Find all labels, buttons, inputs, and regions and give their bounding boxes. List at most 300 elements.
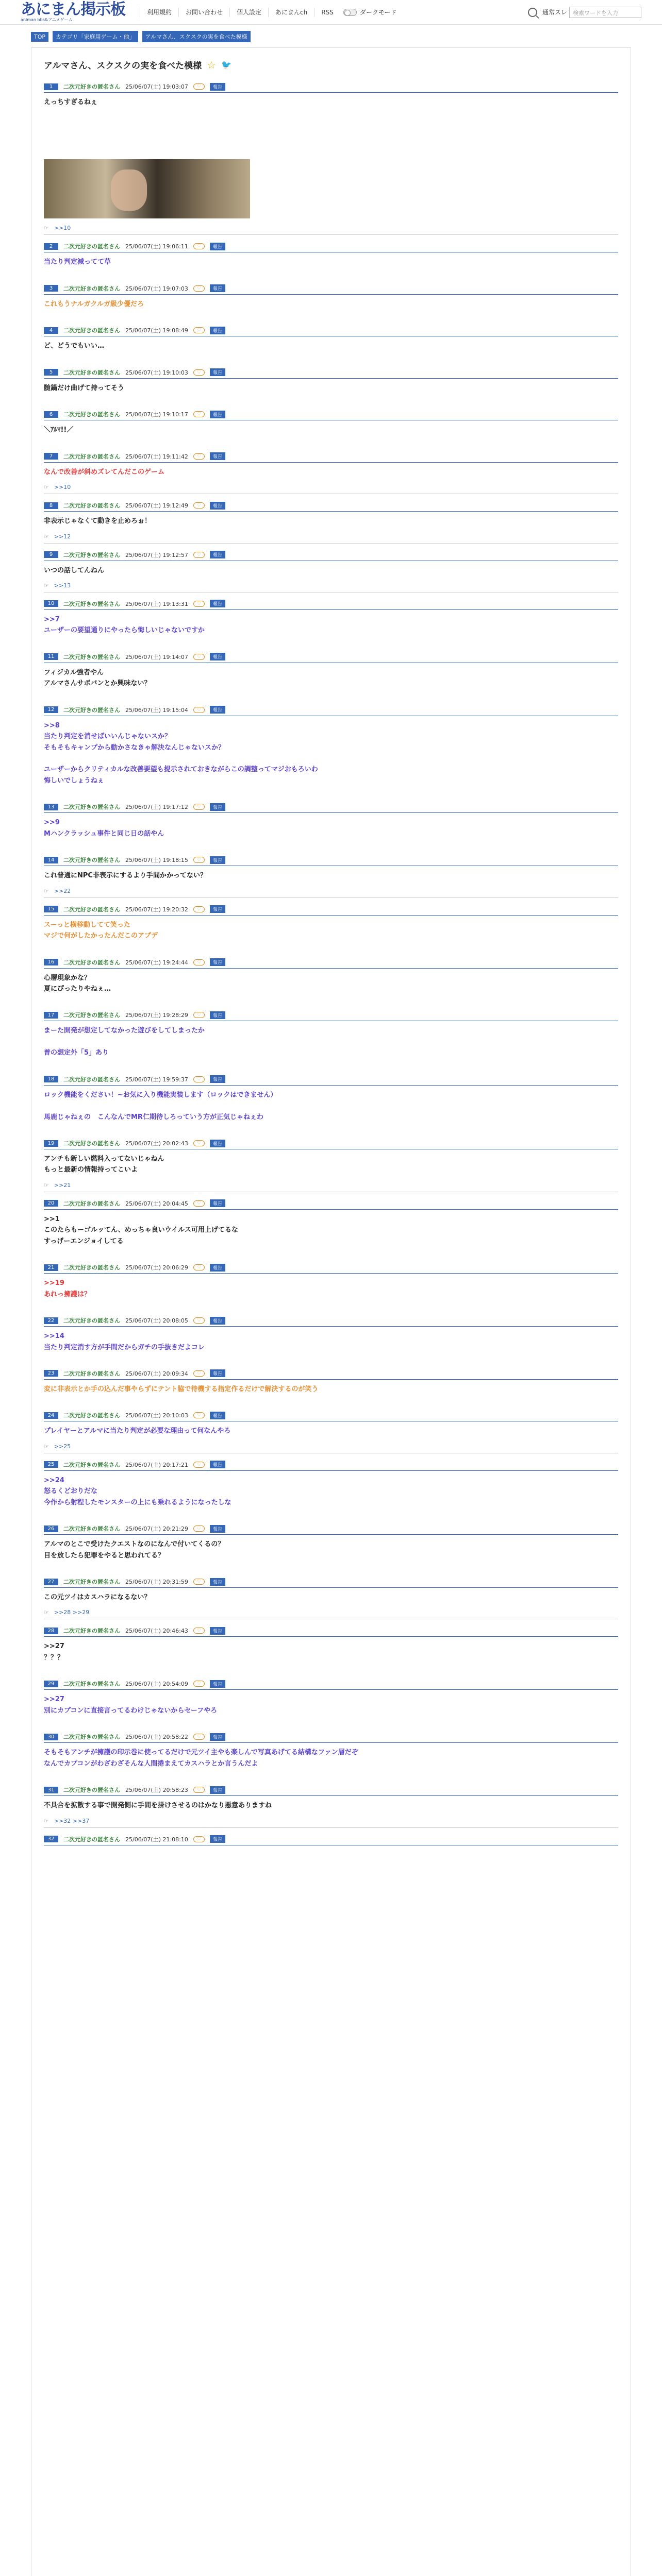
post-spacer [44, 1123, 618, 1132]
post-number[interactable]: 23 [44, 1370, 58, 1377]
post [31, 368, 631, 403]
like-icon[interactable]: ♡ [193, 601, 205, 607]
post-date: 25/06/07(土) 19:18:15 [125, 857, 188, 864]
like-icon[interactable]: ♡ [193, 1462, 205, 1468]
reply-anchor-link[interactable]: >>10 [54, 225, 71, 232]
breadcrumb-thread[interactable]: アルマさん、スクスクの実を食べた模様 [142, 31, 251, 42]
report-button[interactable]: 報告 [210, 452, 225, 460]
post [31, 242, 631, 277]
like-icon[interactable]: ♡ [193, 1370, 205, 1377]
like-icon[interactable]: ♡ [193, 453, 205, 460]
thread-container [31, 47, 631, 2576]
report-button[interactable]: 報告 [210, 856, 225, 864]
post-meta [44, 1316, 618, 1327]
reply-anchors [44, 1443, 618, 1453]
post-number[interactable]: 20 [44, 1200, 58, 1207]
post-number[interactable]: 25 [44, 1461, 58, 1468]
reply-anchor-link[interactable]: >>13 [54, 582, 71, 589]
post-body: プレイヤーとアルマに当たり判定が必要な理由って何なんやろ [44, 1427, 231, 1435]
post-body: >>14 当たり判定消す方が手間だからガチの手抜きだよコレ [44, 1332, 205, 1351]
post-number[interactable]: 17 [44, 1012, 58, 1019]
poster-name: 二次元好きの匿名さん [63, 1264, 120, 1272]
post-spacer [44, 636, 618, 646]
post-spacer [44, 1395, 618, 1404]
dark-mode-label: ダークモード [359, 9, 397, 16]
report-button[interactable]: 報告 [210, 1461, 225, 1468]
reply-hand-icon: ☞ [44, 1181, 49, 1189]
post-date: 25/06/07(土) 19:10:03 [125, 369, 188, 376]
breadcrumb [31, 31, 631, 42]
post-number[interactable]: 4 [44, 327, 58, 334]
post-date: 25/06/07(土) 20:58:22 [125, 1734, 188, 1741]
like-icon[interactable]: ♡ [193, 1526, 205, 1532]
poster-name: 二次元好きの匿名さん [63, 83, 120, 90]
post [31, 706, 631, 796]
post [31, 1011, 631, 1067]
site-logo[interactable] [21, 2, 125, 22]
report-button[interactable]: 報告 [210, 1733, 225, 1741]
post-spacer [44, 1845, 618, 1855]
reply-anchor-link[interactable]: >>22 [54, 887, 71, 894]
like-icon[interactable]: ♡ [193, 1012, 205, 1018]
post-number[interactable]: 19 [44, 1140, 58, 1147]
reply-anchors [44, 225, 618, 235]
like-icon[interactable]: ♡ [193, 327, 205, 333]
post-meta [44, 1369, 618, 1380]
post-number[interactable]: 3 [44, 285, 58, 292]
poster-name: 二次元好きの匿名さん [63, 1012, 120, 1019]
poster-name: 二次元好きの匿名さん [63, 411, 120, 418]
like-icon[interactable]: ♡ [193, 1200, 205, 1207]
report-button[interactable]: 報告 [210, 502, 225, 510]
post-meta [44, 653, 618, 663]
post-number[interactable]: 26 [44, 1526, 58, 1532]
post-date: 25/06/07(土) 19:10:17 [125, 411, 188, 418]
post [31, 1578, 631, 1619]
report-button[interactable]: 報告 [210, 1369, 225, 1377]
post [31, 1369, 631, 1404]
post-meta [44, 410, 618, 420]
post-meta [44, 242, 618, 252]
nav-animanch[interactable]: あにまんch [268, 8, 314, 17]
post-body: >>7 ユーザーの要望通りにやったら悔しいじゃないですか [44, 615, 205, 635]
like-icon[interactable]: ♡ [193, 1264, 205, 1270]
like-icon[interactable]: ♡ [193, 1628, 205, 1634]
post-meta [44, 803, 618, 813]
post-date: 25/06/07(土) 21:08:10 [125, 1836, 188, 1843]
post-date: 25/06/07(土) 19:12:57 [125, 551, 188, 558]
post [31, 1411, 631, 1453]
post [31, 501, 631, 543]
post-date: 25/06/07(土) 20:02:43 [125, 1140, 188, 1147]
poster-name: 二次元好きの匿名さん [63, 706, 120, 714]
reply-anchor-link[interactable]: >>10 [54, 484, 71, 491]
post [31, 452, 631, 494]
like-icon[interactable]: ♡ [193, 552, 205, 558]
like-icon[interactable]: ♡ [193, 1140, 205, 1146]
post-body: >>19 あれっ擁護は？ [44, 1279, 91, 1298]
post-body: >>24 怒るくどおりだな 今作から射程したモンスターの上にも乗れるようになったしな [44, 1476, 231, 1506]
post-date: 25/06/07(土) 19:59:37 [125, 1076, 188, 1083]
post-spacer [44, 786, 618, 795]
poster-name: 二次元好きの匿名さん [63, 1317, 120, 1325]
post-meta [44, 1461, 618, 1471]
post-date: 25/06/07(土) 20:06:29 [125, 1264, 188, 1272]
post-date: 25/06/07(土) 20:04:45 [125, 1200, 188, 1207]
post-body: まーた開発が想定してなかった遊びをしてしまったか 普の想定外「5」あり [44, 1027, 205, 1057]
post-number[interactable]: 7 [44, 453, 58, 460]
like-icon[interactable]: ♡ [193, 285, 205, 292]
post-body: 心層現象かな？ 夏にぴったりやねぇ… [44, 974, 111, 993]
reply-anchor-link[interactable]: >>25 [54, 1443, 71, 1450]
report-button[interactable]: 報告 [210, 1680, 225, 1688]
report-button[interactable]: 報告 [210, 243, 225, 250]
reply-hand-icon: ☞ [44, 1443, 49, 1450]
poster-name: 二次元好きの匿名さん [63, 1836, 120, 1843]
post-spacer [44, 1300, 618, 1309]
post-number[interactable]: 15 [44, 906, 58, 912]
poster-name: 二次元好きの匿名さん [63, 600, 120, 607]
poster-name: 二次元好きの匿名さん [63, 1681, 120, 1688]
poster-name: 二次元好きの匿名さん [63, 857, 120, 864]
reply-hand-icon: ☞ [44, 1817, 49, 1824]
post [31, 1075, 631, 1132]
post-number[interactable]: 2 [44, 243, 58, 250]
post-date: 25/06/07(土) 19:08:49 [125, 327, 188, 334]
post-meta [44, 1263, 618, 1274]
post-spacer [44, 436, 618, 445]
reply-hand-icon: ☞ [44, 225, 49, 232]
like-icon[interactable]: ♡ [193, 1681, 205, 1687]
like-icon[interactable]: ♡ [193, 906, 205, 912]
post-number[interactable]: 12 [44, 706, 58, 713]
post-number[interactable]: 5 [44, 369, 58, 376]
report-button[interactable]: 報告 [210, 905, 225, 913]
post-body: これもうナルガクルガ級少優だろ [44, 300, 144, 308]
post-body: えっちすぎるねぇ [44, 98, 98, 106]
post-number[interactable]: 10 [44, 600, 58, 607]
site-header [0, 0, 662, 25]
like-icon[interactable]: ♡ [193, 1317, 205, 1324]
post [31, 905, 631, 951]
reply-anchors [44, 1182, 618, 1192]
post-date: 25/06/07(土) 19:14:07 [125, 653, 188, 660]
nav-contact[interactable]: お問い合わせ [178, 8, 229, 17]
post-date: 25/06/07(土) 19:12:49 [125, 502, 188, 510]
report-button[interactable]: 報告 [210, 1075, 225, 1083]
post-spacer [44, 1247, 618, 1256]
post [31, 653, 631, 699]
post-body: いつの話してんねん [44, 566, 105, 574]
post-body: スーっと横移動してて笑った マジで何がしたかったんだこのアプデ [44, 921, 158, 940]
reply-hand-icon: ☞ [44, 582, 49, 589]
post-meta [44, 284, 618, 295]
post-list [31, 82, 631, 1855]
poster-name: 二次元好きの匿名さん [63, 1370, 120, 1377]
like-icon[interactable]: ♡ [193, 654, 205, 660]
report-button[interactable]: 報告 [210, 284, 225, 292]
post-body: ど、どうでもいい… [44, 342, 105, 350]
post-body: >>1 このたらもーゴルッてん、めっちゃ良いウイルス可用上げてるな すっげーエンジョイしてる [44, 1215, 238, 1245]
like-icon[interactable]: ♡ [193, 1579, 205, 1585]
reply-anchor-link[interactable]: >>32 >>37 [54, 1817, 90, 1824]
post [31, 1461, 631, 1517]
poster-name: 二次元好きの匿名さん [63, 1787, 120, 1794]
like-icon[interactable]: ♡ [193, 1836, 205, 1842]
like-icon[interactable]: ♡ [193, 411, 205, 417]
post-meta [44, 1011, 618, 1021]
post-number[interactable]: 14 [44, 857, 58, 863]
post-body: >>9 Mハンクラッシュ事件と同じ日の話やん [44, 819, 164, 838]
logo-text: あにまん掲示板 [21, 1, 125, 19]
post-spacer [44, 839, 618, 849]
search-bar [528, 7, 641, 18]
report-button[interactable]: 報告 [210, 83, 225, 91]
post [31, 82, 631, 235]
reply-hand-icon: ☞ [44, 484, 49, 491]
like-icon[interactable]: ♡ [193, 502, 205, 509]
post-meta [44, 1524, 618, 1535]
post-meta [44, 452, 618, 463]
like-icon[interactable]: ♡ [193, 83, 205, 90]
favorite-star-icon[interactable]: ☆ [207, 58, 217, 71]
post-spacer [44, 1508, 618, 1517]
toggle-switch[interactable] [343, 9, 357, 16]
post-number[interactable]: 13 [44, 804, 58, 810]
post [31, 410, 631, 445]
poster-name: 二次元好きの匿名さん [63, 1140, 120, 1147]
like-icon[interactable]: ♡ [193, 369, 205, 376]
poster-name: 二次元好きの匿名さん [63, 327, 120, 334]
post-number[interactable]: 8 [44, 502, 58, 509]
like-icon[interactable]: ♡ [193, 1734, 205, 1740]
post-number[interactable]: 27 [44, 1579, 58, 1585]
twitter-share-icon[interactable]: 🐦 [221, 60, 232, 70]
search-input[interactable]: 検索ワードを入力 [569, 7, 641, 18]
reply-anchors [44, 1609, 618, 1619]
breadcrumb-category[interactable]: カテゴリ「家庭用ゲーム・他」 [53, 31, 138, 42]
report-button[interactable]: 報告 [210, 1627, 225, 1635]
post-body: ロック機能をください！~お気に入り機能実装します（ロックはできません） 馬鹿じゃねぇの こんなんでMR仁期待しろっていう方が正気じゃねぇわ [44, 1091, 277, 1121]
post-meta [44, 1626, 618, 1637]
like-icon[interactable]: ♡ [193, 857, 205, 863]
post-body: なんで改善が斜めズレてんだこのゲーム [44, 468, 165, 476]
post-meta [44, 1786, 618, 1796]
post-date: 25/06/07(土) 20:21:29 [125, 1526, 188, 1533]
post [31, 1139, 631, 1192]
search-icon[interactable] [528, 8, 537, 17]
reply-hand-icon: ☞ [44, 1609, 49, 1616]
post-date: 25/06/07(土) 20:46:43 [125, 1628, 188, 1635]
post-number[interactable]: 32 [44, 1836, 58, 1842]
post-meta [44, 1578, 618, 1588]
post-number[interactable]: 31 [44, 1787, 58, 1793]
poster-name: 二次元好きの匿名さん [63, 906, 120, 913]
search-type-select[interactable]: 通常スレ [542, 9, 567, 16]
post-date: 25/06/07(土) 19:28:29 [125, 1012, 188, 1019]
post-number[interactable]: 9 [44, 551, 58, 558]
poster-name: 二次元好きの匿名さん [63, 1076, 120, 1083]
post-meta [44, 1075, 618, 1086]
post-date: 25/06/07(土) 19:13:31 [125, 600, 188, 607]
post-number[interactable]: 30 [44, 1734, 58, 1740]
post-spacer [44, 310, 618, 319]
post-meta [44, 1835, 618, 1845]
post-date: 25/06/07(土) 20:54:09 [125, 1681, 188, 1688]
like-icon[interactable]: ♡ [193, 959, 205, 965]
like-icon[interactable]: ♡ [193, 707, 205, 713]
like-icon[interactable]: ♡ [193, 243, 205, 249]
breadcrumb-top[interactable]: TOP [31, 32, 48, 42]
report-button[interactable]: 報告 [210, 958, 225, 966]
report-button[interactable]: 報告 [210, 1525, 225, 1533]
post-number[interactable]: 29 [44, 1681, 58, 1687]
like-icon[interactable]: ♡ [193, 804, 205, 810]
post-number[interactable]: 24 [44, 1412, 58, 1419]
post-meta [44, 905, 618, 916]
post-spacer [44, 1353, 618, 1362]
post-spacer [44, 268, 618, 277]
report-button[interactable]: 報告 [210, 1199, 225, 1207]
post-spacer [44, 1663, 618, 1672]
post-date: 25/06/07(土) 20:17:21 [125, 1461, 188, 1468]
post-number[interactable]: 22 [44, 1317, 58, 1324]
post-number[interactable]: 6 [44, 411, 58, 418]
post-body: >>8 当たり判定を消せばいいんじゃないスか？ そもそもキャンプから動かさなきゃ解決なんじゃないスか？ ユーザーからクリティカルな改善要望も提示されておきながらこの調整ってマジおもろいわ 悔しいでしょうねぇ [44, 721, 318, 785]
poster-name: 二次元好きの匿名さん [63, 502, 120, 510]
post-body: 非表示じゃなくて動きを止めろぉ！ [44, 517, 152, 526]
like-icon[interactable]: ♡ [193, 1787, 205, 1793]
post [31, 600, 631, 646]
report-button[interactable]: 報告 [210, 327, 225, 334]
post-date: 25/06/07(土) 20:08:05 [125, 1317, 188, 1325]
post-meta [44, 501, 618, 512]
post-spacer [44, 1561, 618, 1570]
reply-anchors [44, 888, 618, 898]
reply-hand-icon: ☞ [44, 533, 49, 540]
post-date: 25/06/07(土) 19:24:44 [125, 959, 188, 966]
poster-name: 二次元好きの匿名さん [63, 653, 120, 660]
post-spacer [44, 689, 618, 699]
post-meta [44, 368, 618, 379]
report-button[interactable]: 報告 [210, 1578, 225, 1586]
poster-name: 二次元好きの匿名さん [63, 453, 120, 460]
post [31, 958, 631, 1004]
post-body: アルマのとこで受けたクエストなのになんで付いてくるの？ 目を放したら犯罪をやると思われてる？ [44, 1540, 225, 1560]
post [31, 1626, 631, 1672]
post-meta [44, 1139, 618, 1149]
report-button[interactable]: 報告 [210, 1140, 225, 1147]
post-body: 当たり判定減ってて草 [44, 258, 111, 266]
poster-name: 二次元好きの匿名さん [63, 243, 120, 250]
post-date: 25/06/07(土) 19:17:12 [125, 804, 188, 811]
post-meta [44, 706, 618, 716]
post-spacer [44, 394, 618, 403]
post-date: 25/06/07(土) 19:11:42 [125, 453, 188, 460]
report-button[interactable]: 報告 [210, 1786, 225, 1794]
post-meta [44, 1411, 618, 1421]
post-date: 25/06/07(土) 19:06:11 [125, 243, 188, 250]
post [31, 1316, 631, 1362]
post-meta [44, 958, 618, 969]
poster-name: 二次元好きの匿名さん [63, 1734, 120, 1741]
nav-rss[interactable]: RSS [314, 8, 340, 17]
post-date: 25/06/07(土) 20:10:03 [125, 1412, 188, 1419]
post-number[interactable]: 16 [44, 959, 58, 965]
nav-settings[interactable]: 個人設定 [229, 8, 268, 17]
post [31, 284, 631, 319]
post-spacer [44, 352, 618, 361]
report-button[interactable]: 報告 [210, 411, 225, 418]
reply-anchor-link[interactable]: >>21 [54, 1181, 71, 1189]
post-number[interactable]: 28 [44, 1628, 58, 1634]
reply-anchors [44, 533, 618, 544]
post-meta [44, 326, 618, 336]
post-spacer [44, 1059, 618, 1068]
reply-anchor-link[interactable]: >>12 [54, 533, 71, 540]
report-button[interactable]: 報告 [210, 600, 225, 607]
post-number[interactable]: 18 [44, 1076, 58, 1082]
report-button[interactable]: 報告 [210, 803, 225, 811]
post-body: 髄鍋だけ曲げて持ってそう [44, 384, 125, 392]
report-button[interactable]: 報告 [210, 1317, 225, 1325]
post-meta [44, 1733, 618, 1743]
post [31, 1786, 631, 1827]
report-button[interactable]: 報告 [210, 1264, 225, 1272]
report-button[interactable]: 報告 [210, 653, 225, 660]
poster-name: 二次元好きの匿名さん [63, 1200, 120, 1207]
post-number[interactable]: 11 [44, 653, 58, 660]
reply-anchor-link[interactable]: >>28 >>29 [54, 1609, 90, 1616]
report-button[interactable]: 報告 [210, 1835, 225, 1843]
post-spacer [44, 1716, 618, 1725]
post-image[interactable] [44, 159, 250, 218]
reply-anchors [44, 1818, 618, 1828]
post-number[interactable]: 21 [44, 1264, 58, 1271]
post [31, 803, 631, 849]
post-body: >>27 ？？？ [44, 1642, 64, 1662]
dark-mode-toggle[interactable] [343, 8, 397, 16]
poster-name: 二次元好きの匿名さん [63, 369, 120, 376]
post [31, 1199, 631, 1256]
poster-name: 二次元好きの匿名さん [63, 1579, 120, 1585]
report-button[interactable]: 報告 [210, 368, 225, 376]
report-button[interactable]: 報告 [210, 1011, 225, 1019]
poster-name: 二次元好きの匿名さん [63, 285, 120, 292]
like-icon[interactable]: ♡ [193, 1412, 205, 1418]
post-date: 25/06/07(土) 19:07:03 [125, 285, 188, 292]
reply-anchors [44, 484, 618, 494]
nav-terms[interactable]: 利用規約 [140, 8, 178, 17]
post-meta [44, 551, 618, 561]
post-spacer [44, 994, 618, 1004]
post-date: 25/06/07(土) 20:58:23 [125, 1787, 188, 1794]
page-title: アルマさん、スクスクの実を食べた模様 [44, 61, 202, 71]
post-number[interactable]: 1 [44, 83, 58, 90]
like-icon[interactable]: ♡ [193, 1076, 205, 1082]
top-nav [140, 8, 340, 17]
poster-name: 二次元好きの匿名さん [63, 1526, 120, 1533]
post-body: 変に非表示とか手の込んだ事やらずにテント脇で待機する指定作るだけで解決するのが笑う [44, 1385, 319, 1393]
poster-name: 二次元好きの匿名さん [63, 1461, 120, 1468]
post-meta [44, 1199, 618, 1210]
reply-anchors [44, 582, 618, 592]
report-button[interactable]: 報告 [210, 551, 225, 558]
post [31, 856, 631, 897]
report-button[interactable]: 報告 [210, 1412, 225, 1419]
report-button[interactable]: 報告 [210, 706, 225, 714]
post-body: ＼ｱﾙﾏ!!／ [44, 426, 74, 434]
